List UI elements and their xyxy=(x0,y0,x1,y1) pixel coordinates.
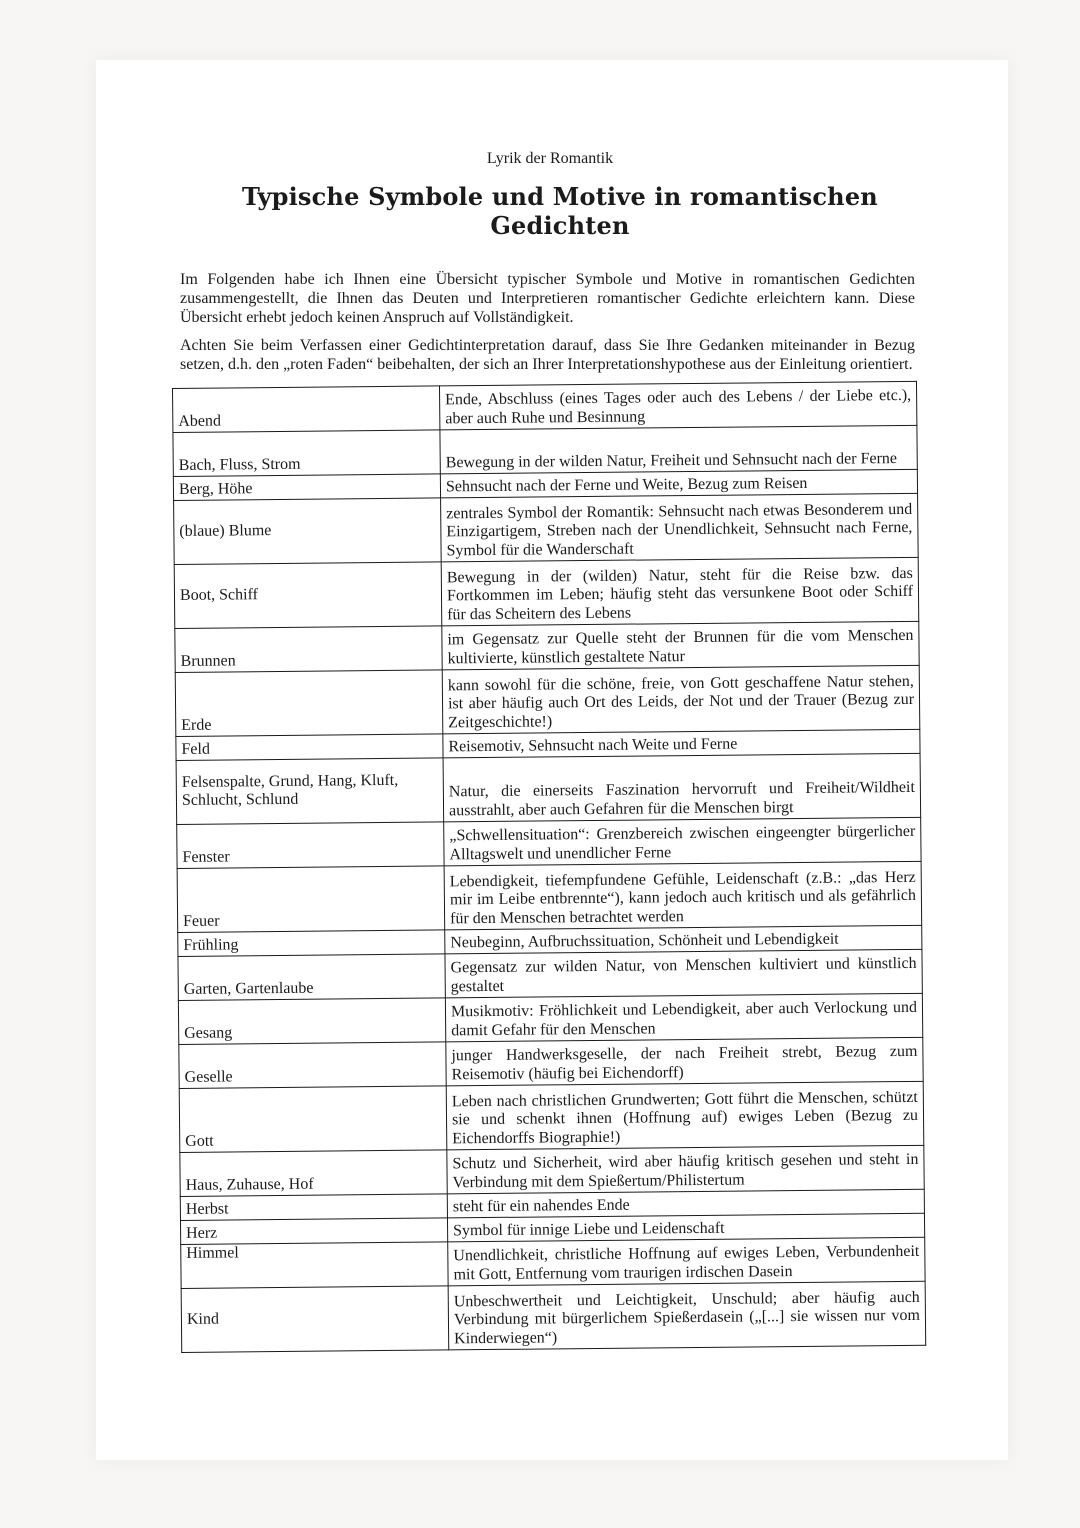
symbol-cell: Feuer xyxy=(177,866,445,933)
symbol-cell: Herz xyxy=(180,1218,447,1245)
symbol-cell: Abend xyxy=(173,386,440,433)
meaning-cell: Bewegung in der wilden Natur, Freiheit und Sehnsucht nach der Ferne xyxy=(440,425,917,474)
table-row xyxy=(178,993,922,1044)
meaning-cell: Schutz und Sicherheit, wird aber häufig kritisch gesehen und steht in Verbindung mit dem Spießertum/Philistertum xyxy=(447,1145,924,1194)
table-row xyxy=(177,817,921,868)
table-row xyxy=(179,1081,924,1152)
meaning-cell: Reisemotiv, Sehnsucht nach Weite und Ferne xyxy=(443,729,920,758)
symbol-cell: (blaue) Blume xyxy=(174,498,442,565)
symbol-cell: Himmel xyxy=(181,1242,448,1289)
intro-section xyxy=(160,270,920,374)
symbol-cell: Felsenspalte, Grund, Hang, Kluft, Schlucht, Schlund xyxy=(176,758,444,825)
intro-paragraph-1: Im Folgenden habe ich Ihnen eine Übersicht typischer Symbole und Motive in romantischen Gedichten zusammengestellt, die Ihnen das Deuten und Interpretieren romantischer Gedichte erleichtern kann. Diese Übersicht erhebt jedoch keinen Anspruch auf Vollständigkeit. xyxy=(180,271,915,327)
symbol-cell: Kind xyxy=(181,1286,449,1353)
table-row xyxy=(173,381,917,432)
symbol-cell: Feld xyxy=(176,734,443,761)
meaning-cell: im Gegensatz zur Quelle steht der Brunnen für die vom Menschen kultivierte, künstlich gestaltete Natur xyxy=(442,621,919,670)
meaning-cell: kann sowohl für die schöne, freie, von Gott geschaffene Natur stehen, ist aber häufig auch Ort des Leids, der Not und der Trauer (Bezug zur Zeitgeschichte!) xyxy=(442,665,920,734)
table-row xyxy=(175,665,920,736)
table-row xyxy=(178,949,922,1000)
table-row xyxy=(177,861,922,932)
meaning-cell: „Schwellensituation“: Grenzbereich zwischen eingeengter bürgerlicher Alltagswelt und unendlicher Ferne xyxy=(444,817,921,866)
motif-table xyxy=(172,381,926,1353)
symbol-cell: Bach, Fluss, Strom xyxy=(173,430,440,477)
meaning-cell: Musikmotiv: Fröhlichkeit und Lebendigkeit, aber auch Verlockung und damit Gefahr für den Menschen xyxy=(445,993,922,1042)
symbol-cell: Gesang xyxy=(178,998,445,1045)
table-row xyxy=(173,425,917,476)
meaning-cell: Symbol für innige Liebe und Leidenschaft xyxy=(447,1213,924,1242)
page-title: Typische Symbole und Motive in romantischen Gedichten xyxy=(242,182,878,240)
table-row xyxy=(174,493,919,564)
symbol-cell: Erde xyxy=(175,670,443,737)
symbol-cell: Frühling xyxy=(178,930,445,957)
meaning-cell: junger Handwerksgeselle, der nach Freiheit strebt, Bezug zum Reisemotiv (häufig bei Eichendorff) xyxy=(446,1037,923,1086)
meaning-cell: steht für ein nahendes Ende xyxy=(447,1189,924,1218)
meaning-cell: zentrales Symbol der Romantik: Sehnsucht nach etwas Besonderem und Einzigartigem, Streben nach der Unendlichkeit, Sehnsucht nach Ferne, Symbol für die Wanderschaft xyxy=(441,493,919,562)
table-row xyxy=(175,621,919,672)
symbol-cell: Haus, Zuhause, Hof xyxy=(180,1150,447,1197)
meaning-cell: Neubeginn, Aufbruchssituation, Schönheit und Lebendigkeit xyxy=(445,925,922,954)
meaning-cell: Natur, die einerseits Faszination hervorruft und Freiheit/Wildheit ausstrahlt, aber auch Gefahren für die Menschen birgt xyxy=(443,753,921,822)
symbol-cell: Herbst xyxy=(180,1194,447,1221)
table-row xyxy=(179,1037,923,1088)
meaning-cell: Unbeschwertheit und Leichtigkeit, Unschuld; aber häufig auch Verbindung mit bürgerlichem Spießerdasein („[...] sie wissen nur vom Kinderwiegen“) xyxy=(448,1281,926,1350)
meaning-cell: Sehnsucht nach der Ferne und Weite, Bezug zum Reisen xyxy=(440,469,917,498)
document-content xyxy=(160,150,920,1353)
intro-paragraph-2: Achten Sie beim Verfassen einer Gedichtinterpretation darauf, dass Sie Ihre Gedanken miteinander in Bezug setzen, d.h. den „roten Faden“ beibehalten, der sich an Ihrer Interpretationshypothese aus der Einleitung orientiert. xyxy=(180,336,915,373)
meaning-cell: Bewegung in der (wilden) Natur, steht für die Reise bzw. das Fortkommen im Leben; häufig steht das versunkene Boot oder Schiff für das Scheitern des Lebens xyxy=(441,557,919,626)
meaning-cell: Lebendigkeit, tiefempfundene Gefühle, Leidenschaft (z.B.: „das Herz mir im Leibe entbrennte“), kann jedoch auch kritisch und als gefährlich für den Menschen betrachtet werden xyxy=(444,861,922,930)
symbol-cell: Geselle xyxy=(179,1042,446,1089)
table-row xyxy=(181,1281,926,1352)
symbol-cell: Gott xyxy=(179,1086,447,1153)
table-row xyxy=(176,753,921,824)
symbol-cell: Berg, Höhe xyxy=(173,474,440,501)
meaning-cell: Gegensatz zur wilden Natur, von Menschen kultiviert und künstlich gestaltet xyxy=(445,949,922,998)
symbol-cell: Garten, Gartenlaube xyxy=(178,954,445,1001)
table-row xyxy=(174,557,919,628)
meaning-cell: Leben nach christlichen Grundwerten; Gott führt die Menschen, schützt sie und schenkt ihnen (Hoffnung auf) ewiges Leben (Bezug zu Eichendorffs Biographie!) xyxy=(446,1081,924,1150)
table-row xyxy=(180,1145,924,1196)
symbol-cell: Boot, Schiff xyxy=(174,562,442,629)
symbol-cell: Brunnen xyxy=(175,626,442,673)
table-row xyxy=(181,1237,925,1288)
meaning-cell: Unendlichkeit, christliche Hoffnung auf ewiges Leben, Verbundenheit mit Gott, Entfernung vom traurigen irdischen Dasein xyxy=(448,1237,925,1286)
subject-heading: Lyrik der Romantik xyxy=(486,150,614,167)
symbol-cell: Fenster xyxy=(177,822,444,869)
meaning-cell: Ende, Abschluss (eines Tages oder auch des Lebens / der Liebe etc.), aber auch Ruhe und Besinnung xyxy=(439,381,916,430)
